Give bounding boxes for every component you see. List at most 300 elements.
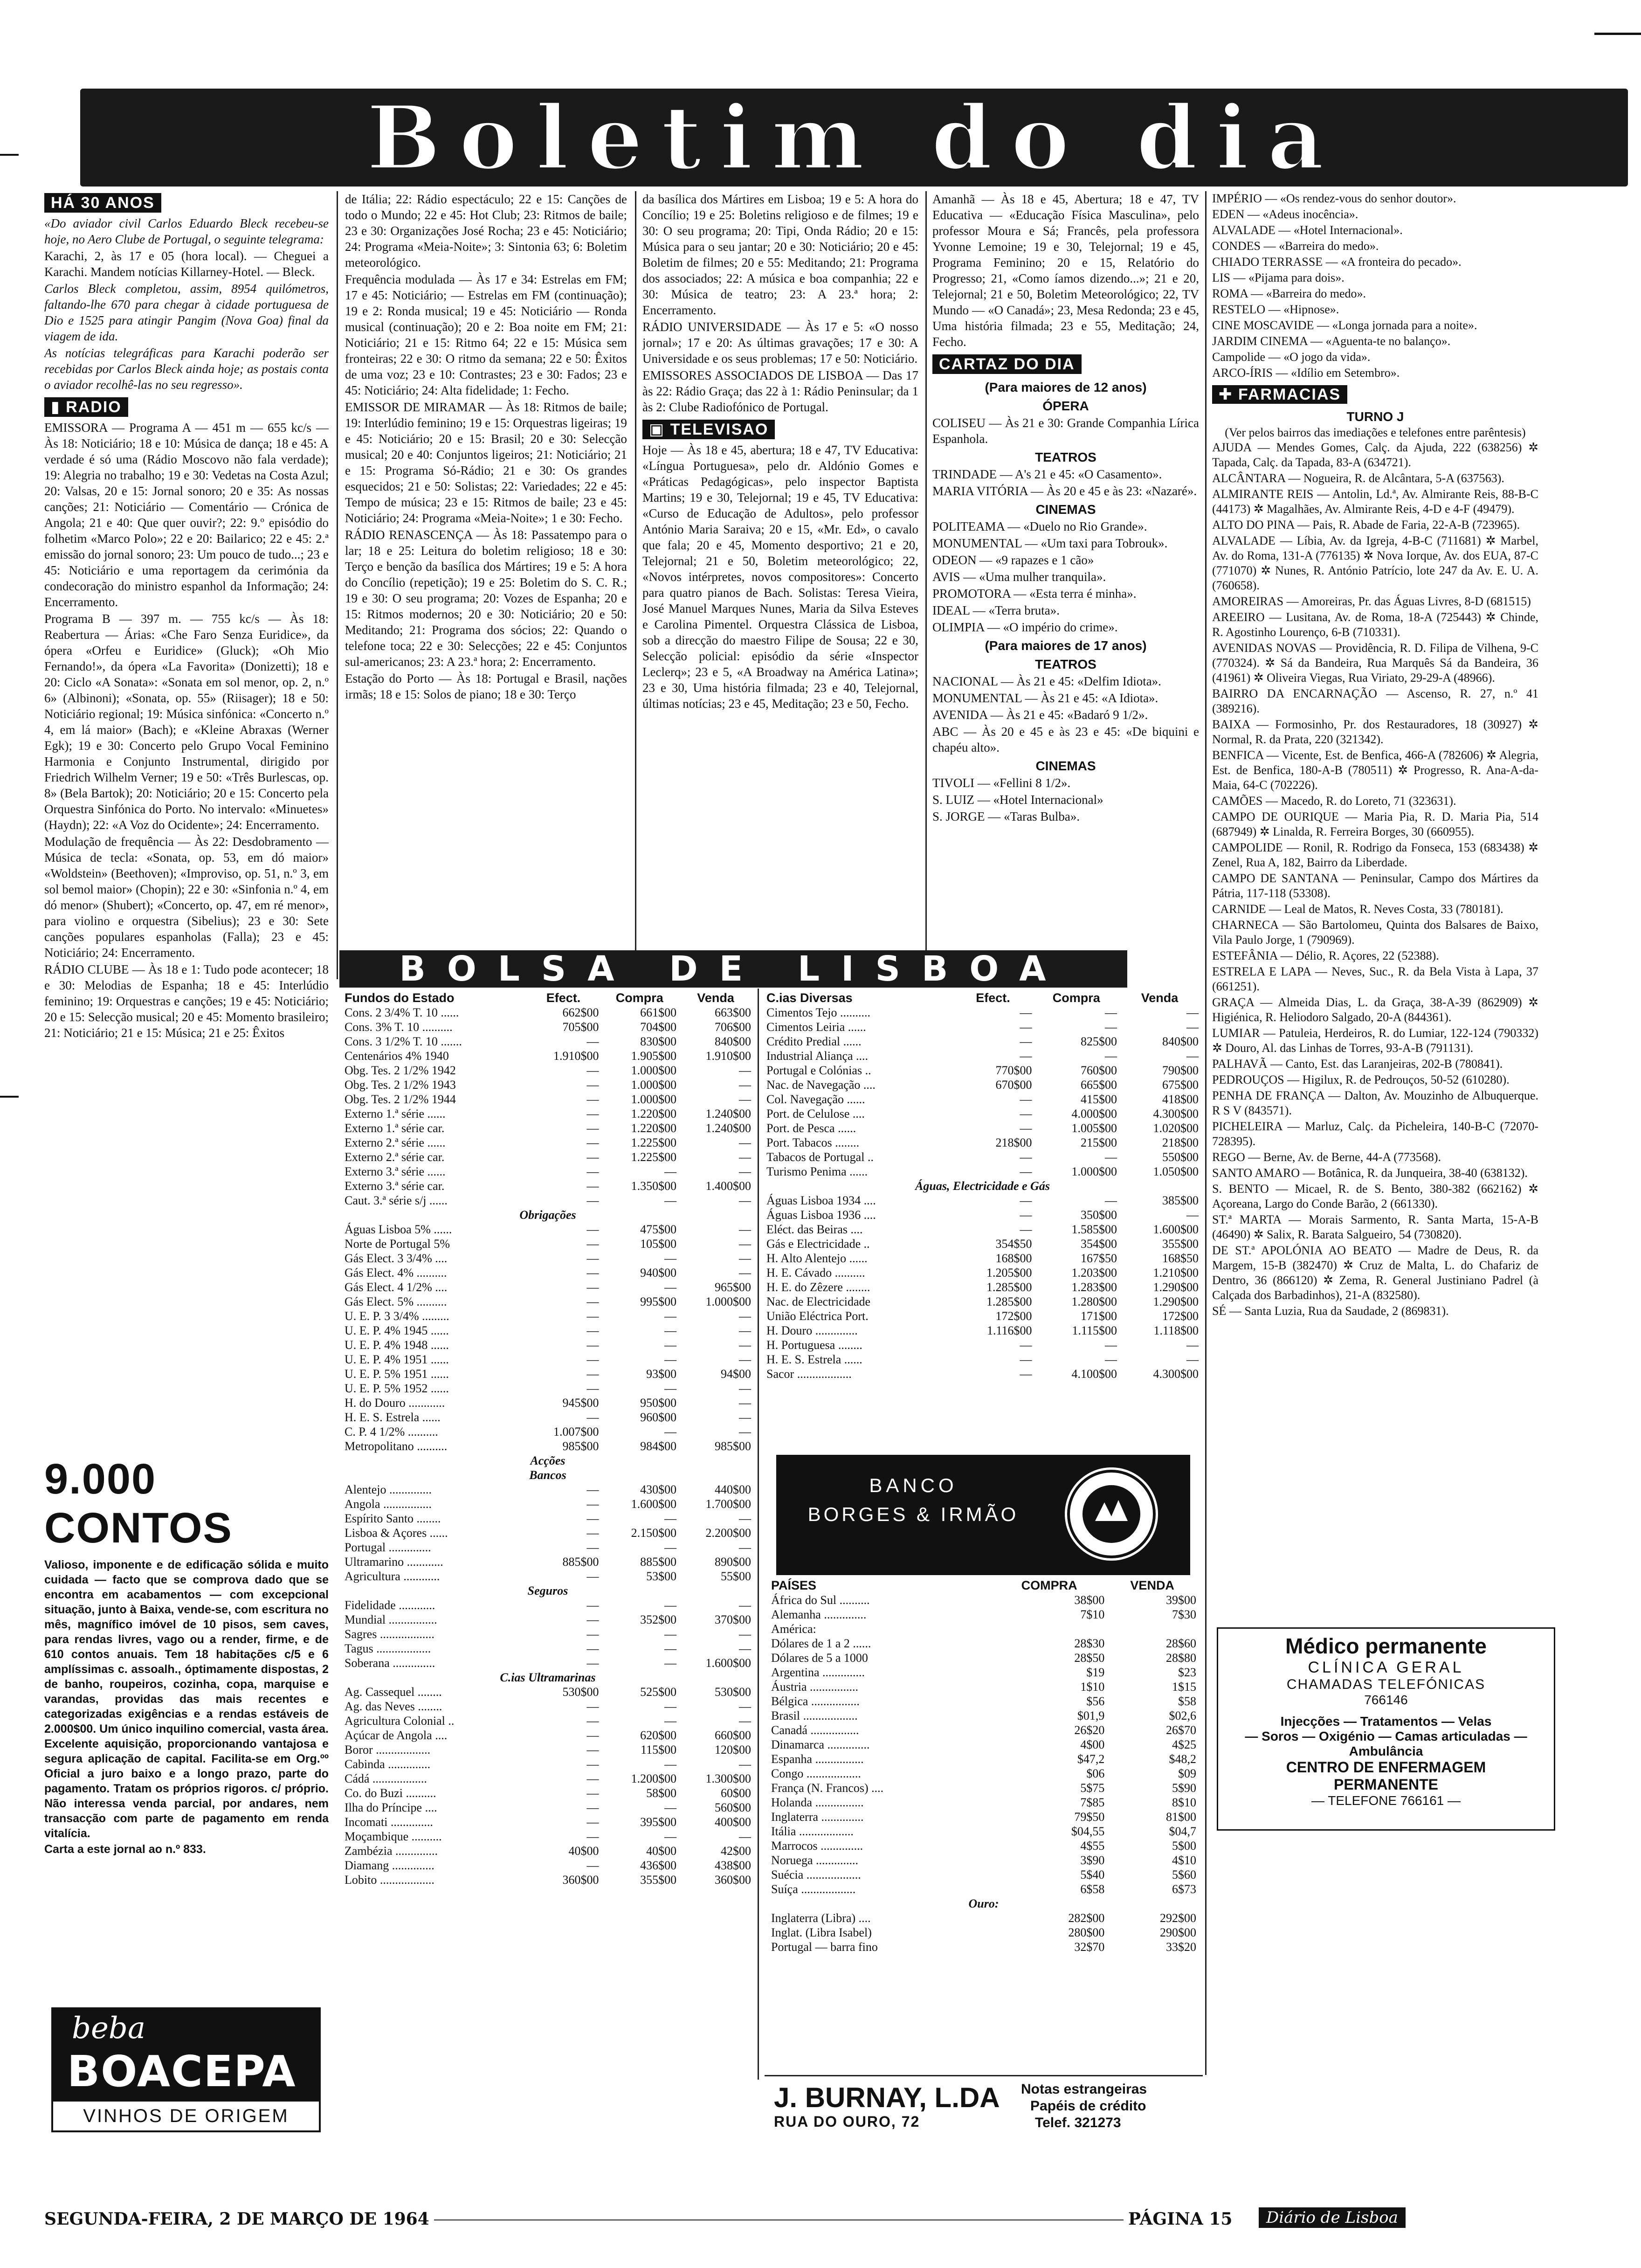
row-value: 400$00	[715, 1815, 751, 1829]
table-row	[343, 1873, 753, 1887]
row-value: —	[586, 1324, 599, 1337]
row-value: —	[1020, 1006, 1032, 1019]
cartaz-item: NACIONAL — Às 21 e 45: «Delfim Idiota».	[932, 674, 1161, 688]
cartaz-section: CINEMAS	[1035, 502, 1096, 517]
table-row	[765, 1222, 1200, 1237]
table-row	[765, 1150, 1200, 1164]
row-value: —	[739, 1541, 751, 1554]
row-value: —	[586, 1266, 599, 1279]
row-value: —	[664, 1830, 677, 1843]
cinema-item: JARDIM CINEMA — «Aguenta-te no balanço».	[1212, 334, 1451, 348]
row-value: 4$00	[1080, 1738, 1105, 1751]
table-row	[343, 1309, 753, 1323]
bolsa-banner	[339, 950, 1127, 988]
row-value: 352$00	[640, 1613, 677, 1626]
row-value: 530$00	[715, 1685, 751, 1699]
row-value: 4.100$00	[1071, 1367, 1117, 1381]
row-label: H. E. S. Estrela ......	[345, 1411, 441, 1424]
ha30-telegram: Karachi, 2, às 17 e 05 (hora local). — Cheguei a Karachi. Mandem notícias Killarney-Hotel. — Bleck.	[44, 249, 329, 279]
row-label: Suécia ..................	[771, 1868, 861, 1881]
row-value: —	[664, 1280, 677, 1294]
row-label: Externo 2.ª série ......	[345, 1136, 446, 1149]
table-row	[343, 1714, 753, 1728]
table-row	[343, 1482, 753, 1497]
row-label: H. Portuguesa ........	[766, 1338, 862, 1352]
row-value: —	[586, 1179, 599, 1193]
row-value: 660$00	[715, 1729, 751, 1742]
row-value: 1.600$00	[1153, 1223, 1199, 1236]
group-label: Ouro:	[968, 1897, 999, 1910]
row-label: Mundial ................	[345, 1613, 437, 1626]
row-value: 1.285$00	[986, 1280, 1032, 1294]
row-value	[1106, 1622, 1198, 1636]
row-value: 1.050$00	[1153, 1165, 1199, 1178]
row-label: Inglaterra ..............	[771, 1810, 864, 1824]
table-row	[343, 1410, 753, 1424]
row-value: —	[586, 1497, 599, 1511]
masthead-banner	[80, 85, 1628, 190]
cartaz-item: AVENIDA — Às 21 e 45: «Badaró 9 1/2».	[932, 708, 1148, 722]
row-label: África do Sul ..........	[771, 1593, 870, 1607]
row-value: 415$00	[1081, 1093, 1117, 1106]
table-row	[343, 1555, 753, 1569]
row-value: 705$00	[562, 1020, 599, 1034]
table-row	[343, 1396, 753, 1410]
row-label: C. P. 4 1/2% ..........	[345, 1425, 438, 1438]
banco-ad	[776, 1455, 1190, 1575]
burnay-ad	[769, 2080, 1203, 2131]
row-value: 7$85	[1080, 1796, 1105, 1809]
row-value: $56	[1086, 1694, 1105, 1708]
fx-row	[769, 1839, 1198, 1853]
fx-row	[769, 1810, 1198, 1824]
bolsa-right-table	[765, 991, 1200, 1381]
cinema-item: CINE MOSCAVIDE — «Longa jornada para a noite».	[1212, 318, 1477, 332]
table-row	[765, 1309, 1200, 1323]
row-value: —	[586, 1526, 599, 1540]
row-value: 290$00	[1160, 1926, 1196, 1939]
column-header: Efect.	[976, 991, 1010, 1005]
table-row	[765, 1338, 1200, 1352]
pharmacy-item: ALMIRANTE REIS — Antolin, Ld.ª, Av. Almirante Reis, 88-B-C (44173) ✲ Magalhães, Av. Almirante Reis, 4-D e 4-F (49479).	[1212, 487, 1538, 516]
row-value: —	[664, 1512, 677, 1525]
row-value: —	[586, 1064, 599, 1077]
row-label: Holanda ................	[771, 1796, 864, 1809]
fx-row	[769, 1680, 1198, 1694]
table-row	[343, 1699, 753, 1714]
row-value: —	[586, 1512, 599, 1525]
boacepa-ad	[51, 2007, 321, 2132]
row-label: Canadá ................	[771, 1723, 859, 1737]
row-value: 60$00	[721, 1786, 751, 1800]
row-value: 440$00	[715, 1483, 751, 1496]
column-header: Venda	[1141, 991, 1179, 1005]
cartaz-section: ÓPERA	[1042, 399, 1089, 413]
cartaz-item: MONUMENTAL — Às 21 e 45: «A Idiota».	[932, 691, 1158, 705]
cartaz-item: COLISEU — Às 21 e 30: Grande Companhia Lírica Espanhola.	[932, 416, 1199, 446]
row-label: Cons. 2 3/4% T. 10 ......	[345, 1006, 459, 1019]
row-value: —	[664, 1598, 677, 1612]
row-label: Dinamarca ..............	[771, 1738, 870, 1751]
cartaz-item: S. JORGE — «Taras Bulba».	[932, 809, 1080, 823]
row-label: Ilha do Príncipe ....	[345, 1801, 437, 1814]
row-value: —	[664, 1541, 677, 1554]
row-label: União Eléctrica Port.	[766, 1309, 869, 1323]
row-value: —	[739, 1425, 751, 1438]
row-value: 1.905$00	[631, 1049, 677, 1063]
table-row	[343, 1338, 753, 1352]
table-row	[343, 1367, 753, 1381]
row-value: 995$00	[640, 1295, 677, 1308]
radio-paragraph: RÁDIO RENASCENÇA — Às 18: Passatempo para o lar; 18 e 25: Leitura do boletim religioso; 18 e 30: Terço e benção da basílica dos Mártires; 19 e 5: A hora do Concílio (repetição); 19 e 25: Boletim do S. C. R.; 19 e 30: O seu programa; 20: Vozes de Espanha; 20 e 15: Ritmos modernos; 20 e 30: Noticiário; 20 e 50: Meditando; 21: Programa dos sócios; 22: Quando o telefone toca; 22 e 30: Selecções; 22 e 45: Conjuntos sul-americanos; 23: A 23.ª hora; 2: Encerramento.	[345, 528, 627, 669]
pharmacy-item: AVENIDAS NOVAS — Providência, R. D. Filipa de Vilhena, 9-C (770324). ✲ Sá da Bandeira, Rua Marquês Sá da Bandeira, 36 (41961) ✲ Oliveira Viegas, Rua Viriato, 29-29-A (48966).	[1212, 641, 1538, 685]
row-label: Dólares de 5 a 1000	[771, 1651, 868, 1665]
pharmacy-item: CAMÕES — Macedo, R. do Loreto, 71 (323631).	[1212, 794, 1456, 808]
row-label: Ag. Cassequel ........	[345, 1685, 442, 1699]
row-value: 4.300$00	[1153, 1107, 1199, 1120]
row-value: —	[1020, 1223, 1032, 1236]
table-row	[343, 1829, 753, 1844]
row-label: Águas Lisboa 1936 ....	[766, 1208, 876, 1222]
row-value: —	[586, 1541, 599, 1554]
row-value: 525$00	[640, 1685, 677, 1699]
row-value: —	[739, 1309, 751, 1323]
fx-row	[769, 1867, 1198, 1882]
row-label: Soberana ..............	[345, 1656, 435, 1670]
pharmacy-item: CARNIDE — Leal de Matos, R. Neves Costa, 33 (780181).	[1212, 902, 1503, 916]
row-value: —	[586, 1786, 599, 1800]
table-row	[343, 1742, 753, 1757]
row-value: 1.000$00	[631, 1064, 677, 1077]
row-value: —	[1105, 1353, 1117, 1366]
row-value: —	[739, 1324, 751, 1337]
fx-row	[769, 1708, 1198, 1723]
row-value: 1.000$00	[631, 1078, 677, 1092]
row-label: Nac. de Electricidade	[766, 1295, 871, 1308]
cartaz-item: ABC — Às 20 e 45 e às 23 e 45: «De biquini e chapéu alto».	[932, 725, 1199, 754]
row-value: 675$00	[1162, 1078, 1199, 1092]
row-value: 218$00	[995, 1136, 1032, 1149]
pharmacy-item: CAMPO DE SANTANA — Peninsular, Campo dos Mártires da Pátria, 117-118 (53308).	[1212, 871, 1538, 900]
column-header: Efect.	[546, 991, 581, 1005]
row-value: —	[1105, 1338, 1117, 1352]
table-row	[343, 1439, 753, 1453]
row-value: —	[739, 1150, 751, 1164]
column-header: Compra	[1052, 991, 1100, 1005]
group-header	[769, 1896, 1198, 1911]
row-value: —	[586, 1613, 599, 1626]
row-value: $23	[1178, 1666, 1196, 1679]
column-divider	[925, 191, 927, 951]
fx-row	[769, 1882, 1198, 1896]
tv-paragraph: Hoje — Às 18 e 45, abertura; 18 e 47, TV Educativa: «Língua Portuguesa», pelo dr. Aldónio Gomes e «Práticas Pedagógicas», pelo inspector Baptista Martins; 19 e 30, Telejornal; 19 e 45, TV Educativa: «Curso de Educação de Adultos», pelo professor António Maria Saraiva; 20 e 15, «Mr. Ed», o cavalo que fala; 20 e 45, Momento desportivo; 21 e 20, Telejornal; 21 e 50, Boletim meteorológico; 22, «Novos intérpretes, novos compositores»: Concerto para quatro pianos de Bach. Solistas: Teresa Vieira, José Manuel Marques Nunes, Maria da Silva Esteves e Carolina Pimentel. Orquestra Clássica de Lisboa, sob a direcção do maestro Filipe de Sousa; 22 e 30, Selecção policial: episódio da série «Inspector Leclerq»; 23 e 5, «A Broadway na América Latina»; 23 e 30, Uma história filmada; 23 e 40, Telejornal, últimas notícias; 23 e 45, Meditação; 23 e 50, Fecho.	[642, 443, 918, 711]
table-row	[765, 1251, 1200, 1265]
row-value: 418$00	[1162, 1093, 1199, 1106]
fx-divider	[765, 2075, 1203, 2076]
row-value: —	[1186, 1006, 1199, 1019]
row-label: Zambézia ..............	[345, 1844, 438, 1858]
table-row	[343, 1627, 753, 1641]
cinema-item: ALVALADE — «Hotel Internacional».	[1212, 223, 1403, 237]
row-value: —	[739, 1237, 751, 1251]
cartaz-section: TEATROS	[1035, 450, 1096, 464]
row-value: —	[739, 1598, 751, 1612]
row-label: Itália ..................	[771, 1825, 854, 1838]
row-value: —	[586, 1411, 599, 1424]
row-label: Espanha ................	[771, 1752, 864, 1766]
row-label: Crédito Predial ......	[766, 1035, 862, 1048]
masthead-title: Boletim do dia	[366, 85, 1342, 190]
radio-paragraph: EMISSORES ASSOCIADOS DE LISBOA — Das 17 às 22: Rádio Graça; das 22 à 1: Rádio Peninsular; da 1 às 2: Clube Radiofónico de Portugal.	[642, 368, 918, 414]
row-label: U. E. P. 3 3/4% .........	[345, 1309, 449, 1323]
cinema-item: Campolide — «O jogo da vida».	[1212, 350, 1371, 364]
group-header	[343, 1208, 753, 1222]
row-value: 830$00	[640, 1035, 677, 1048]
row-value: 1.000$00	[631, 1093, 677, 1106]
row-label: Alemanha ..............	[771, 1608, 867, 1621]
row-value: 280$00	[1068, 1926, 1105, 1939]
row-value: 1.290$00	[1153, 1295, 1199, 1308]
fx-row	[769, 1607, 1198, 1622]
row-value: 1.350$00	[631, 1179, 677, 1193]
column-header: C.ias Diversas	[766, 991, 853, 1005]
row-value: $09	[1178, 1767, 1196, 1780]
row-value: —	[739, 1093, 751, 1106]
row-label: Sacor ..................	[766, 1367, 852, 1381]
row-value: —	[664, 1425, 677, 1438]
row-label: U. E. P. 4% 1945 ......	[345, 1324, 449, 1337]
row-value: 825$00	[1081, 1035, 1117, 1048]
row-value: —	[1020, 1353, 1032, 1366]
row-value: 1$10	[1080, 1680, 1105, 1694]
fx-panel	[769, 1578, 1198, 2073]
cinema-list	[1212, 191, 1538, 380]
cinema-item: ARCO-ÍRIS — «Idílio em Setembro».	[1212, 366, 1400, 380]
row-value: —	[586, 1642, 599, 1655]
row-label: Bélgica ................	[771, 1694, 860, 1708]
table-row	[343, 1656, 753, 1670]
row-label: H. do Douro ............	[345, 1396, 445, 1410]
row-value: 4$10	[1172, 1853, 1196, 1867]
row-value: —	[664, 1353, 677, 1366]
cinema-item: LIS — «Pijama para dois».	[1212, 271, 1345, 284]
pharmacy-item: GRAÇA — Almeida Dias, L. da Graça, 38-A-39 (862909) ✲ Higiénica, R. Heliodoro Salgado, 20-A (844361).	[1212, 996, 1538, 1024]
row-label: H. E. S. Estrela ......	[766, 1353, 862, 1366]
pharmacy-item: ESTEFÂNIA — Délio, R. Açores, 22 (52388).	[1212, 949, 1439, 962]
row-label: Metropolitano ..........	[345, 1439, 448, 1453]
row-value: —	[739, 1714, 751, 1728]
row-value: 840$00	[1162, 1035, 1199, 1048]
row-value: 945$00	[562, 1396, 599, 1410]
row-value: —	[586, 1815, 599, 1829]
table-row	[343, 1179, 753, 1193]
fx-row	[769, 1752, 1198, 1766]
pharmacy-item: ESTRELA E LAPA — Neves, Suc., R. da Bela Vista à Lapa, 37 (661251).	[1212, 965, 1538, 993]
row-value: 39$00	[1166, 1593, 1196, 1607]
row-value: —	[1105, 1020, 1117, 1034]
radio-paragraph: Frequência modulada — Às 17 e 34: Estrelas em FM; 17 e 45: Noticiário; — Estrelas em FM (continuação); 19 e 2: Ronda musical; 19 e 45: Noticiário — Ronda musical (continuação); 20 e 2: Boa noite em FM; 21: Noticiário; 21 e 15: Ritmo 64; 22 e 15: Música sem fronteiras; 22 e 30: O ritmo da semana; 22 e 50: Êxitos de uma voz; 23 e 10: Contrastes; 23 e 30: Fados; 23 e 45: Noticiário; 24: Alta fidelidade; 1: Fecho.	[345, 272, 627, 397]
row-label: Ag. das Neves ........	[345, 1700, 442, 1713]
row-value: 1.118$00	[1153, 1324, 1199, 1337]
row-value: —	[739, 1223, 751, 1236]
row-value: 1.220$00	[631, 1107, 677, 1120]
row-value: $06	[1086, 1767, 1105, 1780]
row-value: 885$00	[640, 1555, 677, 1569]
row-value: —	[739, 1642, 751, 1655]
table-row	[765, 1135, 1200, 1150]
row-label: Lobito ..................	[345, 1873, 434, 1887]
cartaz-item: TIVOLI — «Fellini 8 1/2».	[932, 776, 1071, 790]
pharmacy-item: SÉ — Santa Luzia, Rua da Saudade, 2 (869831).	[1212, 1304, 1449, 1318]
table-row	[343, 1815, 753, 1829]
row-value: —	[1105, 1049, 1117, 1063]
pharmacy-item: S. BENTO — Micael, R. de S. Bento, 380-382 (662162) ✲ Açoreana, Largo do Conde Barão, 2 (661330).	[1212, 1182, 1538, 1210]
row-value: —	[586, 1136, 599, 1149]
row-label: Incomati ..............	[345, 1815, 433, 1829]
row-label: Port. Tabacos ........	[766, 1136, 860, 1149]
row-value: 790$00	[1162, 1064, 1199, 1077]
pharmacy-item: REGO — Berne, Av. de Berne, 44-A (773568).	[1212, 1150, 1441, 1164]
pharmacy-item: ALCÂNTARA — Nogueira, R. de Alcântara, 5-A (637563).	[1212, 471, 1504, 485]
table-row	[343, 1135, 753, 1150]
row-value: —	[1186, 1208, 1199, 1222]
row-value: 430$00	[640, 1483, 677, 1496]
pharmacy-item: CAMPOLIDE — Ronil, R. Rodrigo da Fonseca, 153 (683438) ✲ Zenel, Rua A, 182, Bairro da Liberdade.	[1212, 841, 1538, 869]
row-label: Gás Elect. 5% ..........	[345, 1295, 447, 1308]
row-value: —	[664, 1757, 677, 1771]
radio-paragraph: EMISSORA — Programa A — 451 m — 655 kc/s — Às 18: Noticiário; 18 e 10: Música de dança; 18 e 45: A verdade é só uma (Rádio Moscovo não fala verdade); 19: Alegria no trabalho; 19 e 30: Vedetas na Costa Azul; 20: Valsas, 20 e 15: Jornal sonoro; 20 e 35: As nossas canções; 21: Noticiário — Comentário — Crónica de Angola; 21 e 40: Que quer ouvir?; 22: 9.º episódio do folhetim «Marco Polo»; 22 e 20: Bailarico; 22 e 45: 2.ª emissão do jornal sonoro; 23: Um pouco de tudo...; 23 e 45: Noticiário e uma reportagem da cerimónia da condecoração do ministro espanhol da Informação; 24: Encerramento.	[44, 421, 329, 609]
row-value: —	[586, 1093, 599, 1106]
table-row	[765, 1106, 1200, 1121]
row-value: 1.300$00	[705, 1772, 751, 1785]
farmacias-note: (Ver pelos bairros das imediações e telefones entre parêntesis)	[1225, 426, 1526, 439]
row-value: —	[664, 1382, 677, 1395]
row-value: 8$10	[1172, 1796, 1196, 1809]
cartaz-item: MONUMENTAL — «Um taxi para Tobrouk».	[932, 536, 1168, 550]
row-label: Açúcar de Angola ....	[345, 1729, 448, 1742]
pharmacy-item: BAIXA — Formosinho, Pr. dos Restauradores, 18 (30927) ✲ Normal, R. da Prata, 220 (321342).	[1212, 718, 1538, 746]
row-value: 661$00	[640, 1006, 677, 1019]
row-value: $19	[1086, 1666, 1105, 1679]
row-value: —	[586, 1295, 599, 1308]
cartaz-item: S. LUIZ — «Hotel Internacional»	[932, 793, 1103, 807]
cartaz-age: (Para maiores de 17 anos)	[985, 638, 1147, 653]
row-value: —	[586, 1859, 599, 1872]
row-value: —	[1020, 1020, 1032, 1034]
row-value: —	[664, 1700, 677, 1713]
row-value: 475$00	[640, 1223, 677, 1236]
group-header	[765, 1179, 1200, 1193]
row-value: 662$00	[562, 1006, 599, 1019]
cartaz-item: ODEON — «9 rapazes e 1 cão»	[932, 553, 1094, 567]
row-value: 1.600$00	[705, 1656, 751, 1670]
column-header: Compra	[615, 991, 663, 1005]
row-value: 770$00	[995, 1064, 1032, 1077]
row-label: Áustria ................	[771, 1680, 859, 1694]
row-value: —	[586, 1194, 599, 1207]
row-value: 1.910$00	[553, 1049, 599, 1063]
row-value: —	[1020, 1194, 1032, 1207]
row-label: Moçambique ..........	[345, 1830, 442, 1843]
row-value: 663$00	[715, 1006, 751, 1019]
row-value: 53$00	[646, 1570, 677, 1583]
row-value: 1.225$00	[631, 1136, 677, 1149]
row-value: 218$00	[1162, 1136, 1199, 1149]
row-label: Port. de Pesca ......	[766, 1121, 856, 1135]
pharmacy-item: PICHELEIRA — Marluz, Calç. da Picheleira, 140-B-C (72070-728395).	[1212, 1120, 1538, 1148]
row-label: Alentejo ..............	[345, 1483, 432, 1496]
row-value: 3$90	[1080, 1853, 1105, 1867]
row-value: 1.910$00	[705, 1049, 751, 1063]
row-value: —	[1186, 1338, 1199, 1352]
row-value: $01,9	[1077, 1709, 1105, 1722]
row-value: 28$60	[1166, 1637, 1196, 1650]
row-value: —	[586, 1772, 599, 1785]
fx-row	[769, 1925, 1198, 1940]
table-row	[343, 1164, 753, 1179]
table-row	[765, 1237, 1200, 1251]
row-label: Centenários 4% 1940	[345, 1049, 449, 1063]
group-label: C.ias Ultramarinas	[500, 1671, 596, 1684]
row-value: 385$00	[1162, 1194, 1199, 1207]
table-row	[343, 1352, 753, 1367]
medico-line: 766146	[1364, 1693, 1408, 1707]
contos-ad	[44, 1455, 329, 1968]
row-value: —	[586, 1107, 599, 1120]
table-row	[343, 1294, 753, 1309]
row-value: 1.283$00	[1071, 1280, 1117, 1294]
radio-paragraph: da basílica dos Mártires em Lisboa; 19 e 5: A hora do Concílio; 19 e 25: Boletins religioso e de filmes; 19 e 30: O seu programa; 20: Tipi, Onda Rádio; 20 e 15: Música para o seu jantar; 20 e 30: Noticiário; 20 e 45: Boletim de filmes; 20 e 55: Meditando; 21: Programa dos associados; 22: A música e boa companhia; 22 e 30: Música de teatro; 23: A 23.ª hora; 2: Encerramento.	[642, 192, 918, 317]
farmacias-turno: TURNO J	[1346, 409, 1404, 424]
boacepa-beba: beba	[72, 2011, 145, 2046]
column-header: COMPRA	[1021, 1578, 1077, 1592]
row-value: 354$00	[1081, 1237, 1117, 1251]
row-label: Tagus ..................	[345, 1642, 431, 1655]
row-label: Gás Elect. 4% ..........	[345, 1266, 447, 1279]
radio-paragraph: Programa B — 397 m. — 755 kc/s — Às 18: Reabertura — Árias: «Che Faro Senza Euridice», da ópera «Orfeu e Euridice» (Gluck); «Oh Mio Fernando!», da ópera «La Favorita» (Donizetti); 18 e 20: Ciclo «A Sonata»: «Sonata em sol menor, op. 2, n.º 6» (Albinoni); «Sonata, op. 55» (Riisager); 18 e 50: Noticiário regional; 19: Música sinfónica: «Concerto n.º 4, em lá maior» (Bach); e «Kleine Abraxas (Werner Egk); 19 e 30: Concerto pelo Grupo Vocal Feminino Harmonia e Conjunto Instrumental, dirigido por Friedrich Wilhelm Verner; 19 e 50: «Três Burlescas, op. 8» (Bela Bartok); 20: Noticiário; 20 e 15: Concerto pela Orquestra Sinfónica do Porto. No intervalo: «Minuetes» (Haydn); 22: «A Voz do Ocidente»; 24: Encerramento.	[44, 612, 329, 832]
row-value: 33$20	[1166, 1940, 1196, 1954]
column-header: VENDA	[1130, 1578, 1174, 1592]
row-value: 665$00	[1081, 1078, 1117, 1092]
row-value: 40$00	[568, 1844, 599, 1858]
row-value: 6$73	[1172, 1882, 1196, 1896]
ha30-heading: HÁ 30 ANOS	[44, 193, 161, 213]
table-row	[343, 1034, 753, 1049]
row-value: —	[586, 1598, 599, 1612]
row-label: H. E. do Zêzere ........	[766, 1280, 870, 1294]
row-value: 395$00	[640, 1815, 677, 1829]
row-value: 1.005$00	[1071, 1121, 1117, 1135]
table-row	[765, 1078, 1200, 1092]
row-value: —	[1020, 1208, 1032, 1222]
column-divider	[758, 989, 759, 2080]
row-value: 7$10	[1080, 1608, 1105, 1621]
radio-heading: ▮ RADIO	[44, 397, 128, 417]
banco-line1: BANCO	[869, 1474, 958, 1496]
pharmacy-item: PENHA DE FRANÇA — Dalton, Av. Mouzinho de Albuquerque. R S V (843571).	[1212, 1089, 1538, 1117]
row-label: Ultramarino ............	[345, 1555, 443, 1569]
radio-paragraph: de Itália; 22: Rádio espectáculo; 22 e 15: Canções de todo o Mundo; 22 e 45: Hot Club; 23: Ritmos de baile; 23 e 30: Organizações José Rocha; 23 e 45: Noticiário; 24: Programa «Meia-Noite»; 3: Sintonia 63; 6: Boletim meteorológico.	[345, 192, 627, 270]
row-value: —	[586, 1338, 599, 1352]
row-value: 58$00	[646, 1786, 677, 1800]
pharmacy-item: CHARNECA — São Bartolomeu, Quinta dos Balsares de Baixo, Vila Paulo Jorge, 1 (790969).	[1212, 918, 1538, 947]
banco-seal-icon	[1062, 1465, 1160, 1563]
row-label: Industrial Aliança ....	[766, 1049, 869, 1063]
table-row	[343, 1540, 753, 1555]
medico-box	[1217, 1627, 1555, 1831]
row-value: 890$00	[715, 1555, 751, 1569]
row-label: Angola ................	[345, 1497, 432, 1511]
